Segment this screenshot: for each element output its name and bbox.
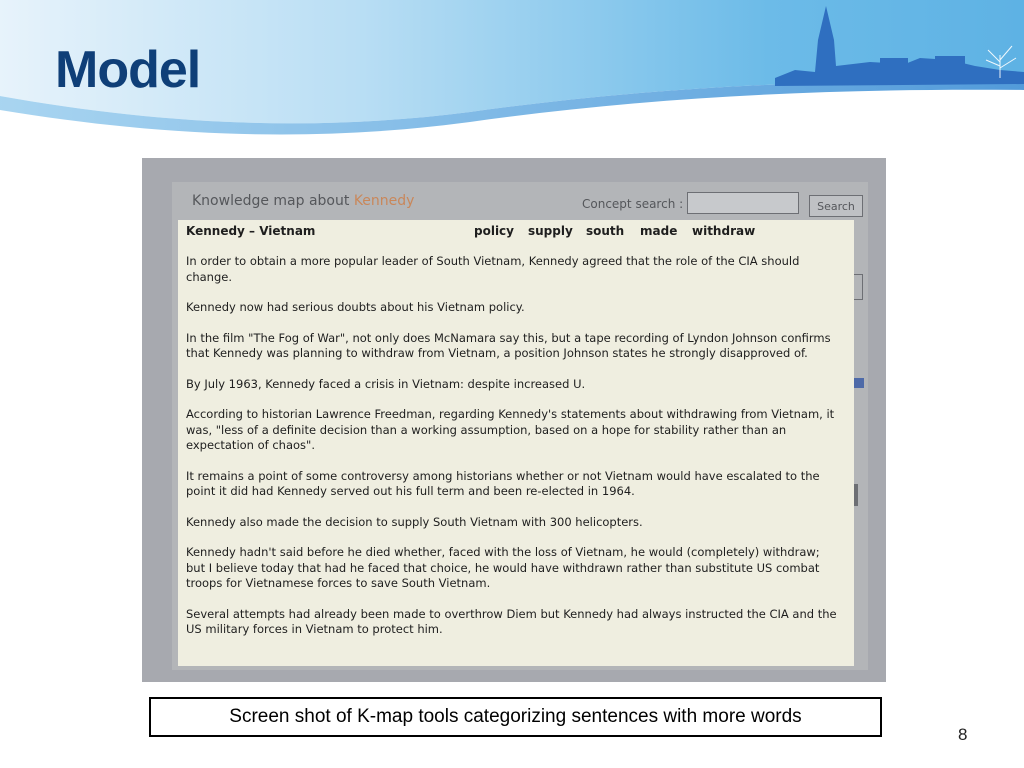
keyword: south bbox=[586, 224, 625, 238]
sentence-item: Kennedy now had serious doubts about his Vietnam policy. bbox=[186, 300, 525, 314]
search-button[interactable]: Search bbox=[809, 195, 863, 217]
sentence-item: Kennedy also made the decision to supply South Vietnam with 300 helicopters. bbox=[186, 514, 643, 529]
sentence-item: Several attempts had already been made to overthrow Diem but Kennedy had always instructed the CIA and the US military forces in Vietnam to protect him. bbox=[186, 606, 837, 636]
figure-caption: Screen shot of K-map tools categorizing sentences with more words bbox=[149, 697, 882, 737]
slide-title: Model bbox=[55, 41, 201, 99]
sentence-item: By July 1963, Kennedy faced a crisis in Vietnam: despite increased U. bbox=[186, 376, 586, 391]
sentence-item: In the film "The Fog of War", not only does McNamara say this, but a tape recording of Lyndon Johnson confirms that Kennedy was planning to withdraw from Vietnam, a position Johnson states he strongly disapproved of. bbox=[186, 330, 831, 360]
sentence-item: Kennedy hadn't said before he died whether, faced with the loss of Vietnam, he would (completely) withdraw; but I believe today that had he faced that choice, he would have withdrawn rather than substitute US combat troops for Vietnamese forces to save South Vietnam. bbox=[186, 545, 820, 590]
keyword: policy bbox=[474, 224, 514, 238]
concept-search-input[interactable] bbox=[687, 192, 799, 214]
popup-header bbox=[186, 224, 840, 242]
sentence-item: It remains a point of some controversy among historians whether or not Vietnam would have escalated to the point it did had Kennedy served out his full term and been re-elected in 1964. bbox=[186, 468, 820, 498]
sentence-category-popup bbox=[178, 220, 854, 666]
sentence-item: According to historian Lawrence Freedman, regarding Kennedy's statements about withdrawing from Vietnam, it was, "less of a definite decision than a working assumption, based on a hope for stability rather than an expectation of chaos". bbox=[186, 407, 835, 452]
page-number: 8 bbox=[958, 725, 968, 744]
knowledge-map-topic: Kennedy bbox=[353, 193, 415, 209]
kmap-screenshot bbox=[142, 158, 886, 682]
knowledge-map-title bbox=[192, 193, 414, 209]
keyword: supply bbox=[528, 224, 573, 238]
keyword: made bbox=[640, 224, 678, 238]
concept-search-label: Concept search : bbox=[582, 197, 684, 211]
sentence-item: In order to obtain a more popular leader of South Vietnam, Kennedy agreed that the role of the CIA should change. bbox=[186, 254, 800, 284]
keyword: withdraw bbox=[692, 224, 756, 238]
background-panel-edge bbox=[854, 182, 868, 670]
knowledge-map-title-prefix: Knowledge map about bbox=[192, 193, 354, 209]
category-topic: Kennedy – Vietnam bbox=[186, 224, 316, 238]
